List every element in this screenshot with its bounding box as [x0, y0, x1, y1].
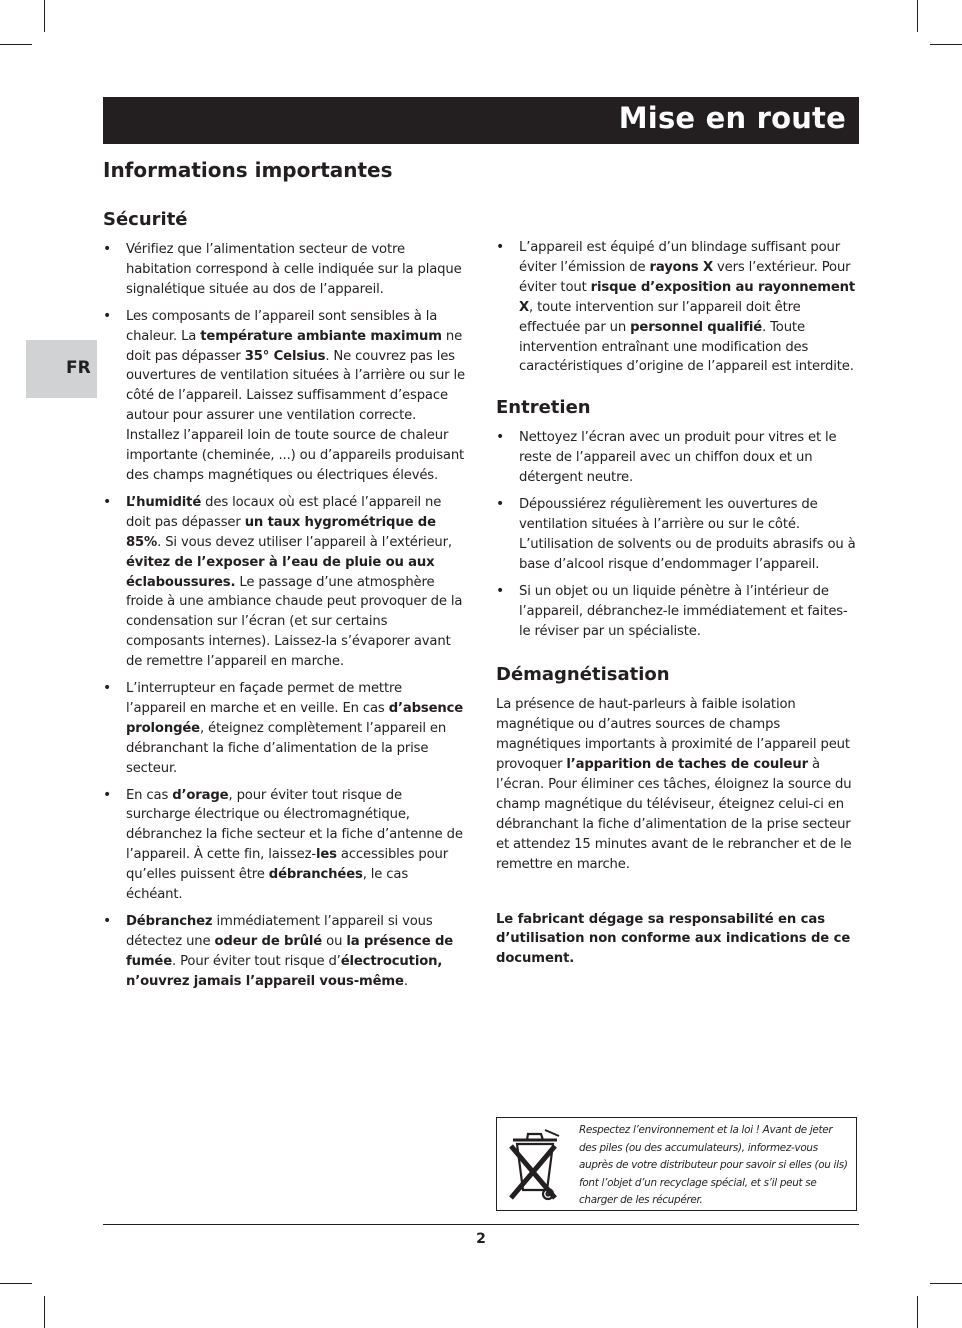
text-run: Dépoussiérez régulièrement les ouvertures de ventilation situées à l’arrière ou sur le côté. L’utilisation de solvents ou de produits abrasifs ou à base d’alcool risque d’endommager l’appareil. — [519, 497, 856, 572]
text-run: Le passage d’une atmosphère froide à une ambiance chaude peut provoquer de la condensation sur l’écran (et sur certains composants internes). Laissez-la s’évaporer avant de remettre l’appareil en marche. — [126, 574, 463, 670]
text-run: , éteignez complètement l’appareil en débranchant la fiche d’alimentation de la prise secteur. — [126, 720, 447, 776]
main-title: Informations importantes — [103, 158, 393, 182]
rayons-list — [496, 238, 858, 377]
bold-text: électrocution, n’ouvrez jamais l’appareil vous-même — [126, 953, 443, 989]
text-run: La présence de haut-parleurs à faible isolation magnétique ou d’autres sources de champs magnétiques importants à proximité de l’appareil peut provoquer — [496, 697, 850, 773]
text-run: , le cas échéant. — [126, 867, 409, 903]
disclaimer: Le fabricant dégage sa responsabilité en cas d’utilisation non conforme aux indications de ce document. — [496, 911, 851, 967]
bullet-item — [496, 238, 858, 377]
crop-mark — [0, 44, 32, 45]
bullet-item — [103, 240, 465, 300]
text-run: à l’écran. Pour éliminer ces tâches, éloignez la source du champ magnétique du téléviseur, éteignez celui-ci en débranchant la fiche d’alimentation de la prise secteur et attendez 15 minutes avant de le rebrancher et de le remettre en marche. — [496, 757, 852, 872]
crop-mark — [44, 0, 45, 32]
bold-text: d’absence prolongée — [126, 700, 464, 736]
bold-text: les — [315, 847, 337, 863]
text-run: vers l’extérieur. Pour éviter tout — [519, 259, 851, 295]
crop-mark — [930, 1283, 962, 1284]
bold-text: risque d’exposition au rayonnement X — [519, 279, 856, 315]
bullet-item — [103, 679, 465, 779]
text-run: . Pour éviter tout risque d’ — [172, 953, 341, 969]
eco-notice-box — [496, 1117, 857, 1211]
crop-mark — [917, 1296, 918, 1328]
text-run: ne doit pas dépasser — [126, 328, 463, 364]
section-title-securite: Sécurité — [103, 209, 188, 230]
bullet-item — [496, 582, 858, 642]
language-tab — [26, 340, 97, 398]
crop-mark — [0, 1283, 32, 1284]
text-run: immédiatement l’appareil si vous détectez une — [126, 914, 433, 949]
demagnetisation-paragraph — [496, 695, 858, 874]
bold-text: un taux hygrométrique de 85% — [126, 514, 436, 550]
text-run: L’interrupteur en façade permet de mettre l’appareil en marche et en veille. En cas — [126, 681, 402, 716]
bold-text: 35° Celsius — [244, 348, 326, 364]
crop-mark — [917, 0, 918, 32]
bullet-item — [496, 428, 858, 488]
left-column — [103, 208, 465, 999]
bold-text: évitez de l’exposer à l’eau de pluie ou aux éclaboussures. — [126, 554, 435, 590]
text-run: Les composants de l’appareil sont sensibles à la chaleur. La — [126, 308, 438, 344]
bold-text: débranchées — [268, 867, 363, 883]
crop-mark — [44, 1296, 45, 1328]
bullet-item — [103, 307, 465, 486]
text-run: , toute intervention sur l’appareil doit être effectuée par un — [519, 299, 801, 335]
bold-text: la présence de fumée — [126, 933, 454, 969]
text-run: . — [403, 973, 408, 989]
text-run: accessibles pour qu’elles puissent être — [126, 847, 449, 883]
bold-text: d’orage — [172, 787, 229, 803]
footer-divider — [103, 1224, 859, 1225]
bullet-item — [103, 493, 465, 672]
right-column — [496, 238, 858, 969]
text-run: L’appareil est équipé d’un blindage suffisant pour éviter l’émission de — [519, 240, 840, 275]
language-label: FR — [66, 358, 91, 378]
bold-text: l’apparition de taches de couleur — [566, 757, 808, 773]
bullet-item — [103, 912, 465, 992]
bold-text: température ambiante maximum — [200, 328, 442, 344]
text-run: En cas — [126, 787, 173, 803]
securite-list — [103, 240, 465, 992]
bold-text: L’humidité — [126, 494, 202, 510]
text-run: des locaux où est placé l’appareil ne doit pas dépasser — [126, 494, 442, 530]
text-run: Vérifiez que l’alimentation secteur de votre habitation correspond à celle indiquée sur la plaque signalétique située au dos de l’appareil. — [126, 242, 462, 297]
entretien-list — [496, 428, 858, 641]
bullet-item — [103, 786, 465, 905]
text-run: Nettoyez l’écran avec un produit pour vitres et le reste de l’appareil avec un chiffon doux et un détergent neutre. — [519, 430, 837, 486]
text-run: ou — [322, 933, 347, 949]
eco-notice-text: Respectez l’environnement et la loi ! Avant de jeter des piles (ou des accumulateurs), informez-vous auprès de votre distributeur pour savoir si elles (ou ils) font l’objet d’un recyclage spécial, et s’il peut se charger de les récupérer. — [579, 1124, 848, 1207]
text-run: , pour éviter tout risque de surcharge électrique ou électromagnétique, débranchez la fiche secteur et la fiche d’antenne de l’appareil. À cette fin, laissez- — [126, 787, 463, 863]
bold-text: rayons X — [649, 259, 713, 275]
text-run: . Toute intervention entraînant une modification des caractéristiques d’origine de l’appareil est interdite. — [519, 319, 854, 375]
text-run: . Ne couvrez pas les ouvertures de ventilation situées à l’arrière ou sur le côté de l’appareil. Laissez suffisamment d’espace autour pour assurer une ventilation correcte. Installez l’appareil loin de toute source de chaleur importante (cheminée, ...) ou d’appareils produisant des champs magnétiques ou électriques élevés. — [126, 348, 465, 483]
page-number: 2 — [476, 1231, 486, 1247]
crop-mark — [930, 44, 962, 45]
header-bar — [103, 97, 859, 144]
bold-text: odeur de brûlé — [214, 933, 323, 949]
section-title-entretien: Entretien — [496, 397, 591, 419]
bold-text: personnel qualifié — [630, 319, 763, 335]
text-run: . Si vous devez utiliser l’appareil à l’extérieur, — [157, 534, 452, 550]
bullet-item — [496, 495, 858, 575]
text-run: Si un objet ou un liquide pénètre à l’intérieur de l’appareil, débranchez-le immédiatement et faites-le réviser par un spécialiste. — [519, 583, 848, 639]
crossed-bin-icon — [503, 1126, 563, 1204]
page-title: Mise en route — [618, 101, 846, 135]
section-title-demagnetisation: Démagnétisation — [496, 664, 670, 686]
bold-text: Débranchez — [126, 914, 213, 929]
